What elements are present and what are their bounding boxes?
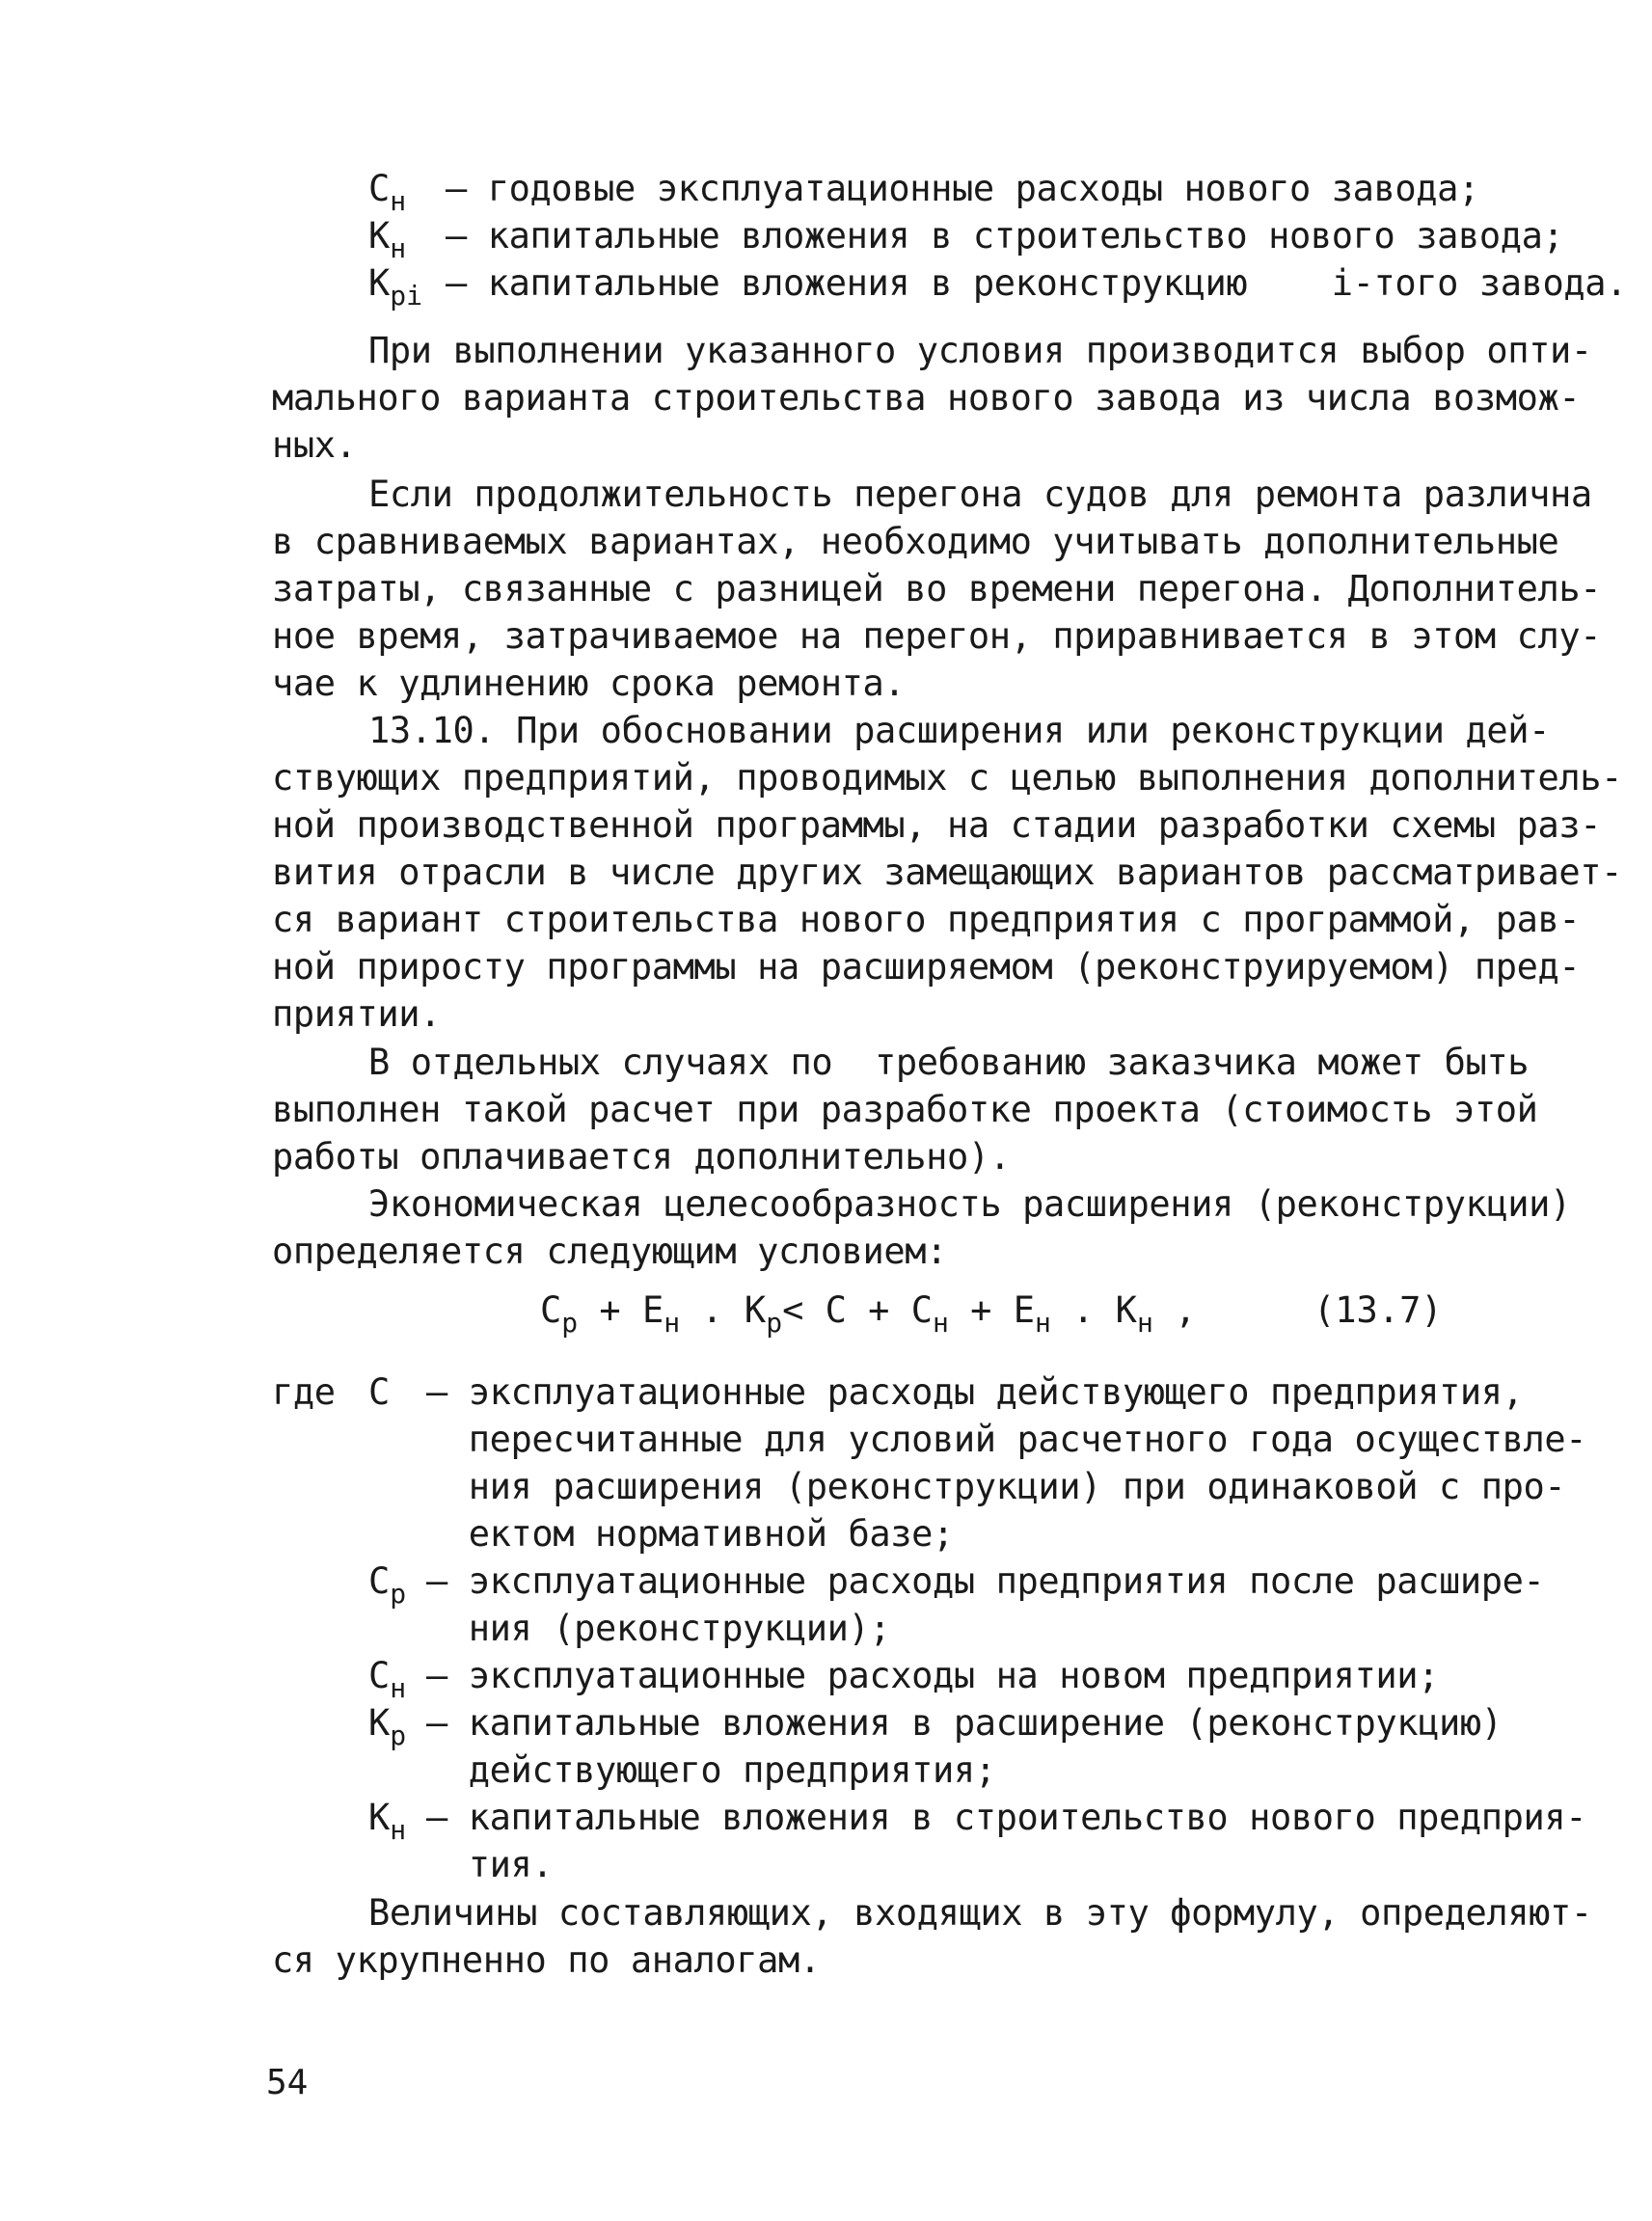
symbol-kn: $К_н$ [368, 215, 407, 264]
symbol-cp: $С_р$ [368, 1560, 407, 1610]
text-line: ной приросту программы на расширяемом (реконструируемом) пред- [272, 946, 1581, 988]
text-line: пересчитанные для условий расчетного года осуществле- [426, 1419, 1587, 1460]
text-line: действующего предприятия; [426, 1749, 996, 1791]
text-line: – капитальные вложения в строительство нового предприя- [426, 1797, 1587, 1838]
text-line: Экономическая целесообразность расширения (реконструкции) [368, 1183, 1571, 1225]
text-line: определяется следующим условием: [272, 1231, 948, 1272]
definition-text: – капитальные вложения в строительство нового завода; [446, 215, 1564, 257]
text-line: ектом нормативной базе; [426, 1513, 954, 1555]
text-line: – эксплуатационные расходы на новом предприятии; [426, 1655, 1440, 1696]
text-line: ствующих предприятий, проводимых с целью выполнения дополнитель- [272, 757, 1623, 799]
text-line: затраты, связанные с разницей во времени перегона. Дополнитель- [272, 568, 1602, 609]
definition-text: – капитальные вложения в реконструкцию i-того завода. [446, 262, 1628, 304]
symbol-kn: $К_н$ [368, 1797, 407, 1846]
text-line: – эксплуатационные расходы предприятия после расшире- [426, 1560, 1545, 1602]
symbol-cn: $С_н$ [368, 1655, 407, 1704]
text-line: Величины составляющих, входящих в эту формулу, определяют- [368, 1892, 1592, 1934]
text-line: ной производственной программы, на стадии разработки схемы раз- [272, 804, 1602, 846]
text-line: ся вариант строительства нового предприятия с программой, рав- [272, 899, 1581, 940]
text-line: чае к удлинению срока ремонта. [272, 663, 906, 704]
text-line: ных. [272, 424, 357, 466]
text-line: При выполнении указанного условия производится выбор опти- [368, 330, 1592, 371]
equation-number: (13.7) [1313, 1289, 1443, 1331]
text-line: мального варианта строительства нового завода из числа возмож- [272, 377, 1581, 419]
text-line: 13.10. При обосновании расширения или реконструкции дей- [368, 710, 1551, 751]
definition-text: – годовые эксплуатационные расходы нового завода; [446, 168, 1479, 209]
text-line: ное время, затрачиваемое на перегон, приравнивается в этом слу- [272, 615, 1602, 657]
where-word: где [272, 1371, 336, 1413]
text-line: – капитальные вложения в расширение (реконструкцию) [426, 1702, 1503, 1744]
text-line: В отдельных случаях по требованию заказчика может быть [368, 1042, 1530, 1083]
text-line: работы оплачивается дополнительно). [272, 1136, 1011, 1178]
text-line: приятии. [272, 993, 442, 1035]
page-number: 54 [266, 2063, 309, 2102]
text-line: – эксплуатационные расходы действующего предприятия, [426, 1371, 1524, 1413]
text-line: ся укрупненно по аналогам. [272, 1939, 821, 1981]
text-line: ния (реконструкции); [426, 1608, 891, 1649]
text-line: ния расширения (реконструкции) при одинаковой с про- [426, 1466, 1566, 1507]
text-line: тия. [426, 1844, 554, 1885]
symbol-cn: $С_н$ [368, 168, 407, 217]
text-line: в сравниваемых вариантах, необходимо учитывать дополнительные [272, 521, 1559, 562]
text-line: вития отрасли в числе других замещающих вариантов рассматривает- [272, 852, 1623, 893]
symbol-kp: $К_р$ [368, 1702, 407, 1751]
text-line: Если продолжительность перегона судов для ремонта различна [368, 474, 1592, 515]
text-line: выполнен такой расчет при разработке проекта (стоимость этой [272, 1089, 1538, 1130]
symbol-kpi: $К_{pi}$ [368, 262, 422, 311]
symbol-c: С [368, 1371, 391, 1413]
formula-13-7: $С_р + Е_н$ . $К_р< С + С_н + Е_н$ . $К_н$ , [540, 1289, 1197, 1339]
